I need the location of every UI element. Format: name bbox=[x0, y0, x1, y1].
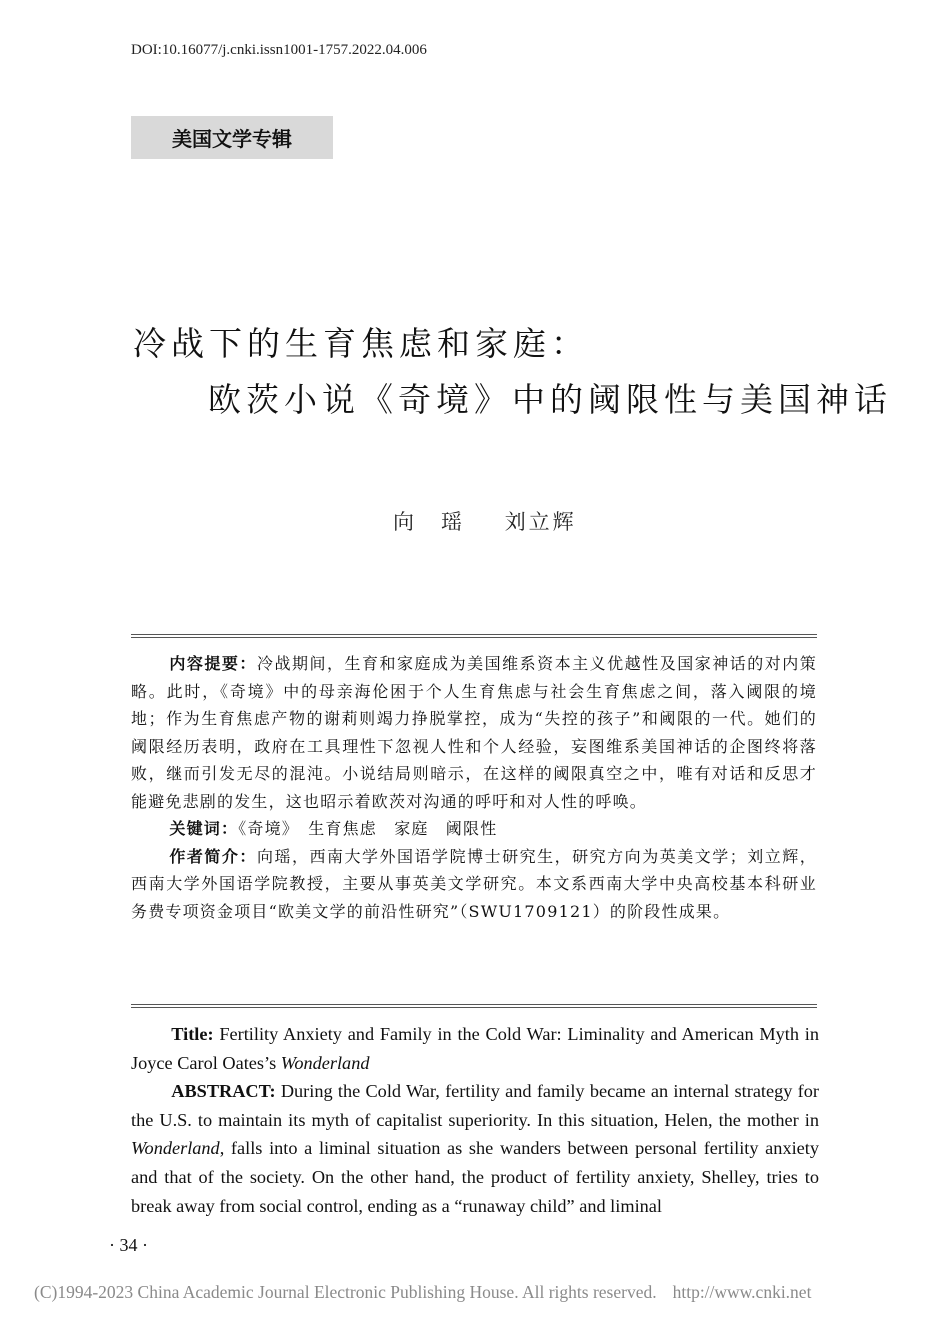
chinese-abstract-block bbox=[131, 650, 817, 925]
abstract-paragraph bbox=[131, 650, 817, 815]
english-title-text: Fertility Anxiety and Family in the Cold War: Liminality and American Myth in Joyce Carol Oates’s bbox=[131, 1024, 819, 1073]
article-title-line-2: 欧茨小说《奇境》中的阈限性与美国神话 bbox=[208, 380, 892, 419]
section-tag: 美国文学专辑 bbox=[131, 116, 333, 159]
author-bio-label: 作者简介： bbox=[169, 846, 257, 866]
english-title-paragraph bbox=[131, 1020, 819, 1077]
english-abstract-italic: Wonderland bbox=[131, 1138, 220, 1159]
english-abstract-block bbox=[131, 1020, 819, 1220]
page-number: · 34 · bbox=[109, 1235, 148, 1255]
english-abstract-label: ABSTRACT: bbox=[171, 1081, 276, 1102]
english-title-label: Title: bbox=[171, 1024, 214, 1044]
english-abstract-text-2: , falls into a liminal situation as she wanders between personal fertility anxiety and that of the society. On the other hand, the product of fertility anxiety, Shelley, tries to break away from social control, ending as a “runaway child” and liminal bbox=[131, 1138, 819, 1216]
author-list bbox=[393, 506, 577, 536]
author-bio-paragraph bbox=[131, 843, 817, 926]
footer bbox=[34, 1282, 914, 1303]
footer-copyright: (C)1994-2023 China Academic Journal Electronic Publishing House. All rights reserved. bbox=[34, 1282, 657, 1302]
english-abstract-paragraph bbox=[131, 1077, 819, 1220]
author-bio-text: 向瑶，西南大学外国语学院博士研究生，研究方向为英美文学；刘立辉，西南大学外国语学院教授，主要从事英美文学研究。本文系西南大学中央高校基本科研业务费专项资金项目“欧美文学的前沿性研究”（SWU1709121）的阶段性成果。 bbox=[131, 846, 817, 921]
keywords-label: 关键词： bbox=[169, 819, 239, 838]
keywords-text: 《奇境》 生育焦虑 家庭 阈限性 bbox=[238, 819, 498, 838]
english-title-italic: Wonderland bbox=[280, 1052, 370, 1073]
divider-bottom bbox=[131, 1004, 817, 1008]
divider-top bbox=[131, 634, 817, 638]
doi-line: DOI:10.16077/j.cnki.issn1001-1757.2022.04.006 bbox=[131, 42, 427, 58]
author-name: 向 瑶 bbox=[393, 510, 465, 534]
abstract-text: 冷战期间，生育和家庭成为美国维系资本主义优越性及国家神话的对内策略。此时，《奇境》中的母亲海伦困于个人生育焦虑与社会生育焦虑之间，落入阈限的境地；作为生育焦虑产物的谢莉则竭力挣脱掌控，成为“失控的孩子”和阈限的一代。她们的阈限经历表明，政府在工具理性下忽视人性和个人经验，妄图维系美国神话的企图终将落败，继而引发无尽的混沌。小说结局则暗示，在这样的阈限真空之中，唯有对话和反思才能避免悲剧的发生，这也昭示着欧茨对沟通的呼吁和对人性的呼唤。 bbox=[131, 654, 817, 811]
keywords-paragraph bbox=[131, 815, 817, 843]
english-abstract-text-1: During the Cold War, fertility and family became an internal strategy for the U.S. to maintain its myth of capitalist superiority. In this situation, Helen, the mother in bbox=[131, 1081, 819, 1130]
author-name: 刘立辉 bbox=[504, 510, 577, 534]
footer-url[interactable]: http://www.cnki.net bbox=[672, 1282, 812, 1302]
abstract-label: 内容提要： bbox=[169, 654, 257, 673]
article-title-line-1: 冷战下的生育焦虑和家庭： bbox=[133, 324, 589, 363]
